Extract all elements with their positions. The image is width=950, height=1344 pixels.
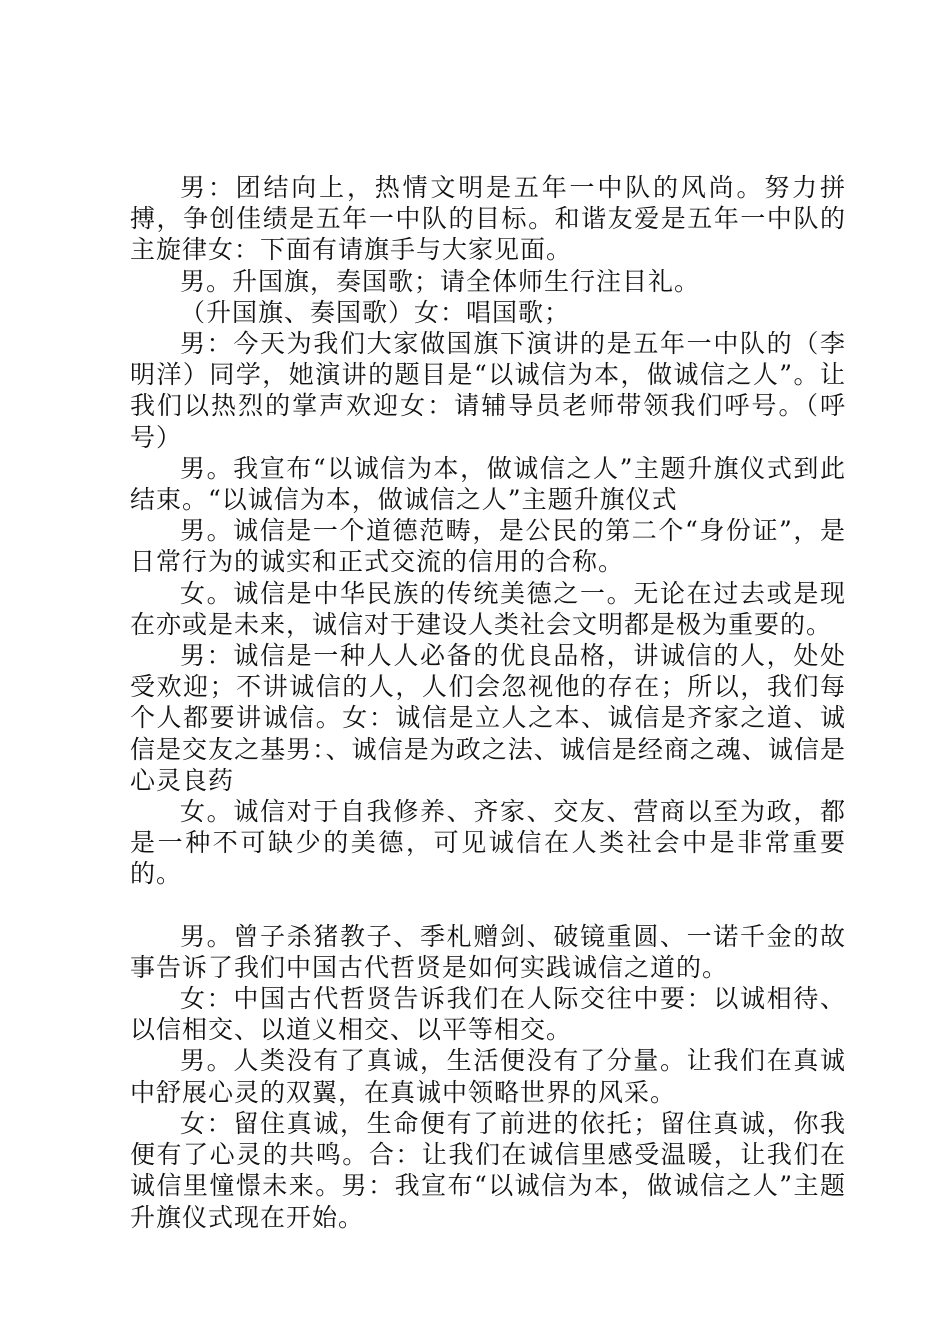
paragraph: 女：留住真诚，生命便有了前进的依托；留住真诚，你我便有了心灵的共鸣。合：让我们在诚信里感受温暖，让我们在诚信里憧憬未来。男：我宣布“以诚信为本，做诚信之人”主题升旗仪式现在开始。: [130, 1108, 846, 1232]
paragraph: 男：今天为我们大家做国旗下演讲的是五年一中队的（李明洋）同学，她演讲的题目是“以诚信为本，做诚信之人”。让我们以热烈的掌声欢迎女：请辅导员老师带领我们呼号。（呼号）: [130, 329, 846, 452]
paragraph: 男。诚信是一个道德范畴，是公民的第二个“身份证”，是日常行为的诚实和正式交流的信用的合称。: [130, 516, 846, 577]
paragraph: 女：中国古代哲贤告诉我们在人际交往中要：以诚相待、以信相交、以道义相交、以平等相交。: [130, 984, 846, 1045]
document-body: [130, 172, 846, 1233]
paragraph: 女。诚信对于自我修养、齐家、交友、营商以至为政，都是一种不可缺少的美德，可见诚信在人类社会中是非常重要的。: [130, 797, 846, 889]
paragraph: 男。升国旗，奏国歌；请全体师生行注目礼。: [180, 266, 701, 296]
paragraph: 男。人类没有了真诚，生活便没有了分量。让我们在真诚中舒展心灵的双翼，在真诚中领略世界的风采。: [130, 1046, 846, 1107]
paragraph: （升国旗、奏国歌）女：唱国歌；: [180, 297, 571, 327]
paragraph: 男。曾子杀猪教子、季札赠剑、破镜重圆、一诺千金的故事告诉了我们中国古代哲贤是如何实践诚信之道的。: [130, 921, 846, 982]
paragraph: 男：团结向上，热情文明是五年一中队的风尚。努力拼搏，争创佳绩是五年一中队的目标。和谐友爱是五年一中队的主旋律女：下面有请旗手与大家见面。: [130, 173, 846, 265]
paragraph: 男：诚信是一种人人必备的优良品格，讲诚信的人，处处受欢迎；不讲诚信的人，人们会忽视他的存在；所以，我们每个人都要讲诚信。女：诚信是立人之本、诚信是齐家之道、诚信是交友之基男：、诚信是为政之法、诚信是经商之魂、诚信是心灵良药: [130, 641, 846, 795]
paragraph: 男。我宣布“以诚信为本，做诚信之人”主题升旗仪式到此结束。“以诚信为本，做诚信之人”主题升旗仪式: [130, 453, 846, 515]
paragraph: 女。诚信是中华民族的传统美德之一。无论在过去或是现在亦或是未来，诚信对于建设人类社会文明都是极为重要的。: [130, 578, 846, 639]
